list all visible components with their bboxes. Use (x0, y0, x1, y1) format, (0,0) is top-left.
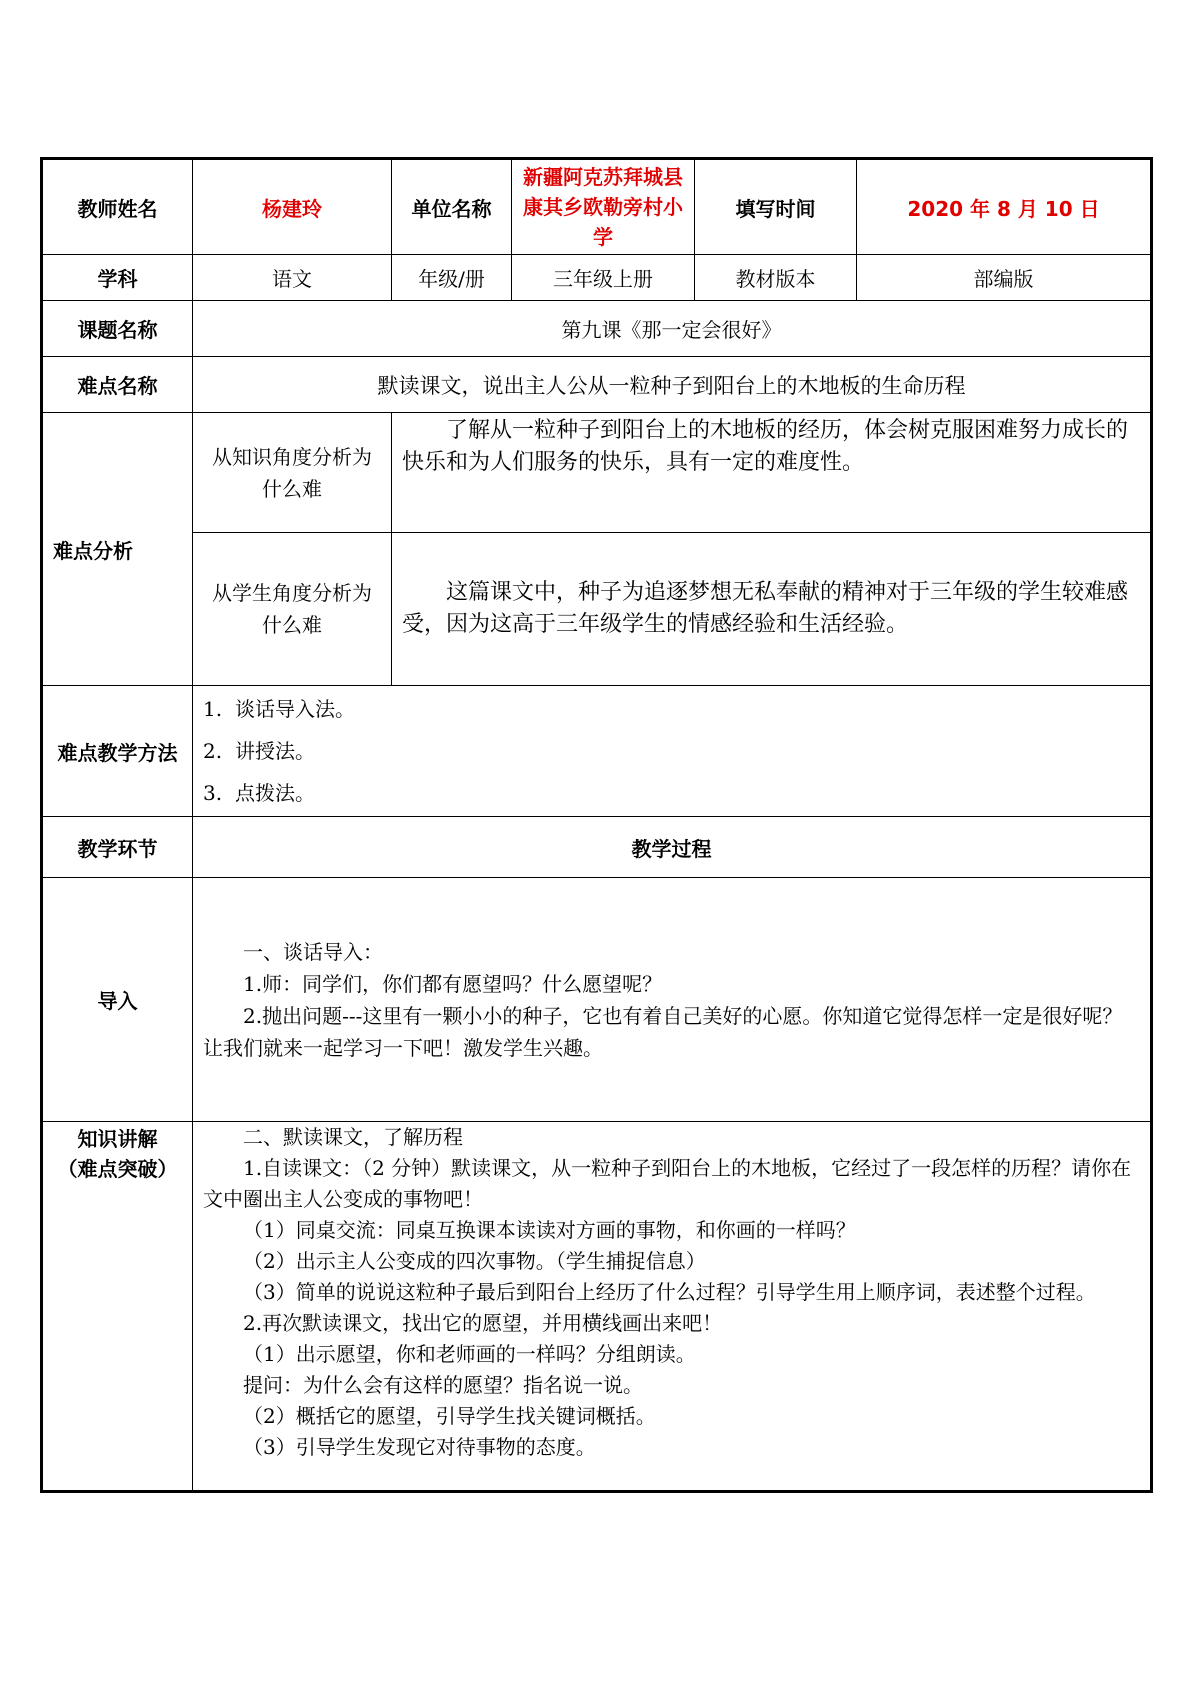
knowledge-line: （1）出示愿望，你和老师画的一样吗？分组朗读。 (243, 1342, 696, 1366)
knowledge-line: （3）引导学生发现它对待事物的态度。 (243, 1435, 596, 1459)
intro-line: 一、谈话导入： (243, 939, 383, 964)
topic-row (42, 301, 1152, 357)
subject-value: 语文 (193, 255, 392, 301)
method-item: 2. 讲授法。 (203, 739, 315, 763)
header-row (42, 159, 1152, 255)
lesson-plan-table (40, 157, 1153, 1493)
methods-row (42, 686, 1152, 817)
knowledge-line: 1.自读课文：（2 分钟）默读课文，从一粒种子到阳台上的木地板，它经过了一段怎样的历程？请你在文中圈出主人公变成的事物吧！ (203, 1156, 1132, 1211)
knowledge-line: （1）同桌交流：同桌互换课本读读对方画的事物，和你画的一样吗？ (243, 1218, 856, 1242)
method-item: 1. 谈话导入法。 (203, 697, 355, 721)
stage-header: 教学环节 (42, 817, 193, 878)
knowledge-line: 2.再次默读课文，找出它的愿望，并用横线画出来吧！ (243, 1311, 723, 1335)
edition-value: 部编版 (857, 255, 1152, 301)
knowledge-label-cell (42, 1122, 193, 1492)
lesson-plan-document (40, 157, 1150, 1493)
student-analysis-cell (392, 533, 1152, 686)
intro-cell (193, 878, 1152, 1122)
knowledge-label: 知识讲解 (77, 1127, 158, 1151)
knowledge-analysis-label: 从知识角度分析为什么难 (193, 413, 392, 533)
grade-label: 年级/册 (392, 255, 512, 301)
unit-name: 新疆阿克苏拜城县康其乡欧勒旁村小学 (512, 159, 695, 255)
knowledge-analysis-cell (392, 413, 1152, 533)
methods-cell (193, 686, 1152, 817)
intro-label: 导入 (42, 878, 193, 1122)
subject-label: 学科 (42, 255, 193, 301)
analysis-label: 难点分析 (42, 413, 193, 686)
process-header: 教学过程 (193, 817, 1152, 878)
analysis-student-row (42, 533, 1152, 686)
knowledge-cell (193, 1122, 1152, 1492)
methods-label: 难点教学方法 (42, 686, 193, 817)
knowledge-line: （2）出示主人公变成的四次事物。（学生捕捉信息） (243, 1249, 706, 1273)
intro-line: 1.师：同学们，你们都有愿望吗？什么愿望呢？ (243, 971, 663, 996)
edition-label: 教材版本 (695, 255, 857, 301)
grade-value: 三年级上册 (512, 255, 695, 301)
intro-line: 2.抛出问题---这里有一颗小小的种子，它也有着自己美好的心愿。你知道它觉得怎样一定是很好呢？让我们就来一起学习一下吧！激发学生兴趣。 (203, 1003, 1123, 1060)
topic-value: 第九课《那一定会很好》 (193, 301, 1152, 357)
knowledge-line: 二、默读课文，了解历程 (243, 1125, 463, 1149)
knowledge-line: （3）简单的说说这粒种子最后到阳台上经历了什么过程？引导学生用上顺序词，表述整个过程。 (243, 1280, 1096, 1304)
date-label: 填写时间 (695, 159, 857, 255)
knowledge-line: 提问：为什么会有这样的愿望？指名说一说。 (243, 1373, 643, 1397)
difficulty-row (42, 357, 1152, 413)
info-row (42, 255, 1152, 301)
intro-row (42, 878, 1152, 1122)
teacher-name: 杨建玲 (193, 159, 392, 255)
knowledge-row (42, 1122, 1152, 1492)
student-analysis-label: 从学生角度分析为什么难 (193, 533, 392, 686)
student-analysis-text: 这篇课文中，种子为追逐梦想无私奉献的精神对于三年级的学生较难感受，因为这高于三年级学生的情感经验和生活经验。 (402, 580, 1129, 637)
analysis-knowledge-row (42, 413, 1152, 533)
knowledge-analysis-text: 了解从一粒种子到阳台上的木地板的经历，体会树克服困难努力成长的快乐和为人们服务的快乐，具有一定的难度性。 (402, 418, 1129, 475)
topic-label: 课题名称 (42, 301, 193, 357)
teacher-label: 教师姓名 (42, 159, 193, 255)
difficulty-value: 默读课文，说出主人公从一粒种子到阳台上的木地板的生命历程 (193, 357, 1152, 413)
unit-label: 单位名称 (392, 159, 512, 255)
method-item: 3. 点拨法。 (203, 781, 315, 805)
knowledge-line: （2）概括它的愿望，引导学生找关键词概括。 (243, 1404, 656, 1428)
knowledge-sublabel: （难点突破） (57, 1157, 178, 1181)
difficulty-label: 难点名称 (42, 357, 193, 413)
process-header-row (42, 817, 1152, 878)
date-value: 2020 年 8 月 10 日 (857, 159, 1152, 255)
